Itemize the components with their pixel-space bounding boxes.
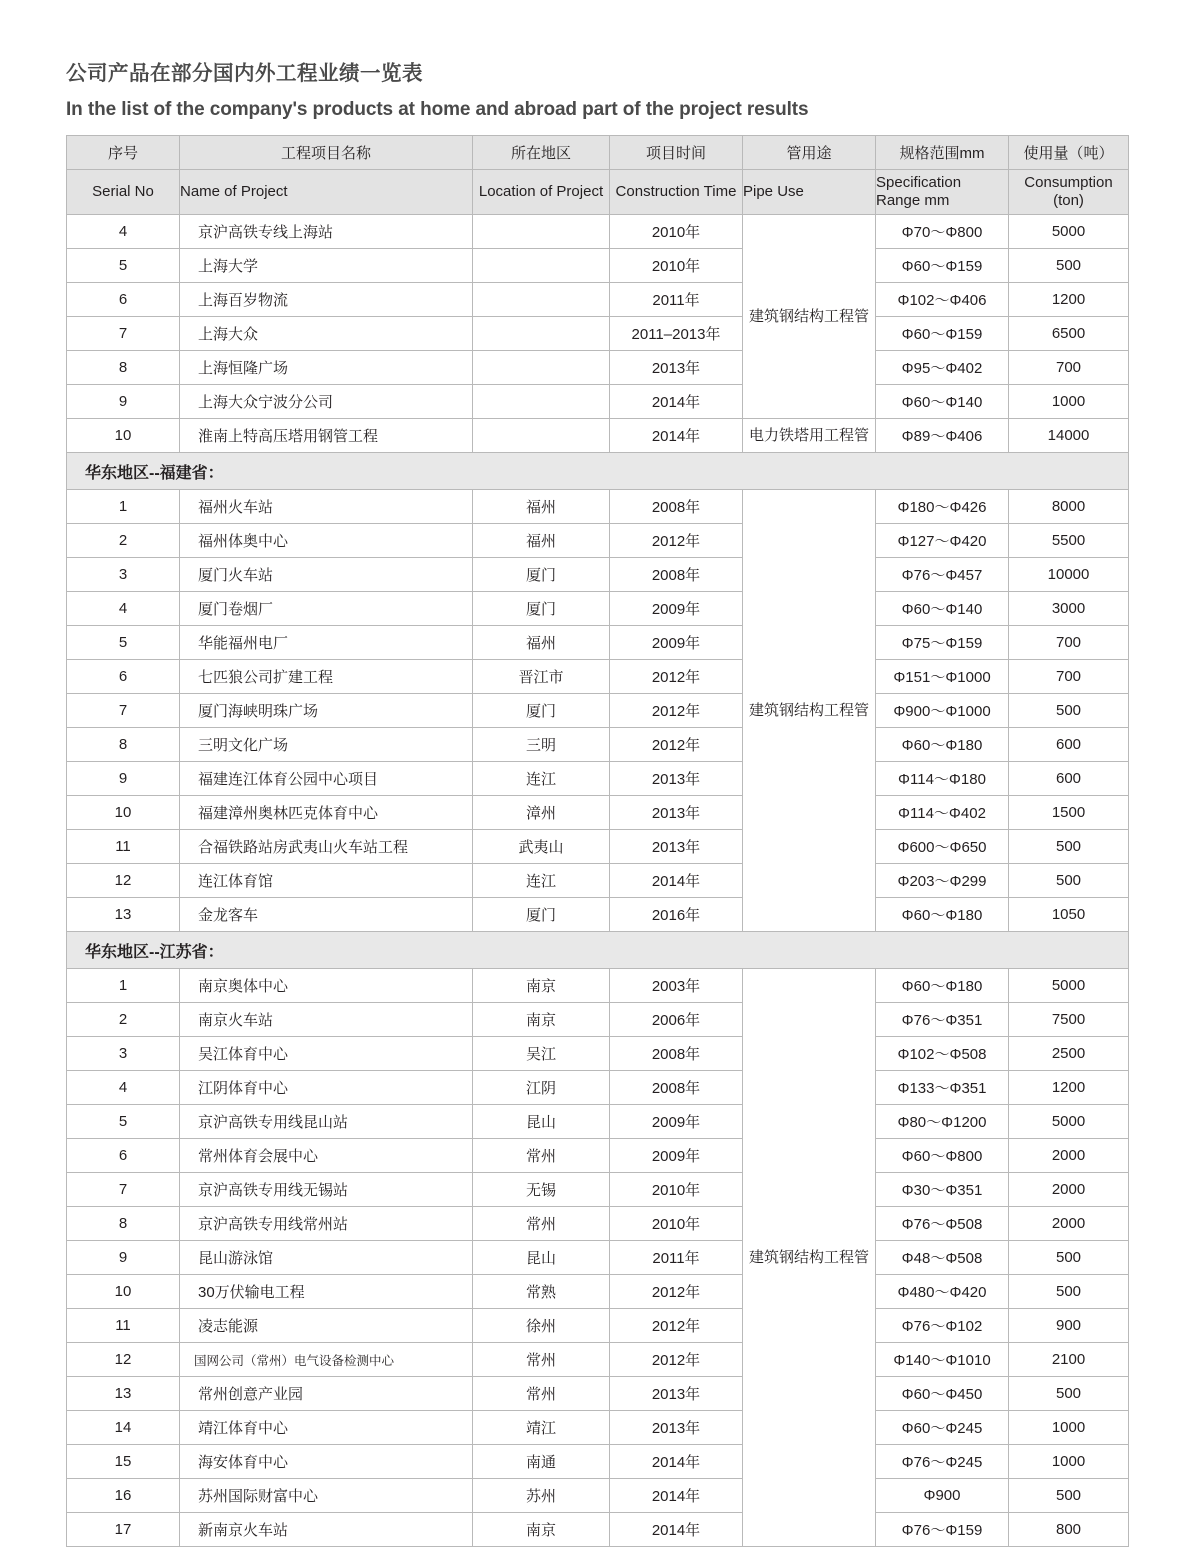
cell-time: 2012年 [610,1275,743,1309]
cell-project-name: 京沪高铁专用线昆山站 [180,1105,473,1139]
cell-time: 2009年 [610,1105,743,1139]
cell-serial-no: 7 [67,317,180,351]
table-row [67,762,1129,796]
cell-spec-range: Φ60～Φ159 [876,317,1009,351]
cell-spec-range: Φ60～Φ245 [876,1411,1009,1445]
cell-project-name: 苏州国际财富中心 [180,1479,473,1513]
table-row [67,796,1129,830]
cell-serial-no: 9 [67,385,180,419]
cell-consumption: 5000 [1009,1105,1129,1139]
cell-location [473,215,610,249]
cell-spec-range: Φ900～Φ1000 [876,694,1009,728]
table-row [67,626,1129,660]
cell-location: 南京 [473,1003,610,1037]
cell-time: 2013年 [610,796,743,830]
table-row [67,1479,1129,1513]
cell-consumption: 6500 [1009,317,1129,351]
cell-consumption: 2000 [1009,1207,1129,1241]
th-project-name-en: Name of Project [180,170,473,215]
cell-location [473,283,610,317]
cell-project-name: 上海百岁物流 [180,283,473,317]
cell-time: 2009年 [610,592,743,626]
cell-serial-no: 11 [67,830,180,864]
th-spec-en: Specification Range mm [876,170,1009,215]
th-time-cn: 项目时间 [610,136,743,170]
cell-consumption: 500 [1009,830,1129,864]
cell-location: 福州 [473,490,610,524]
th-time-en: Construction Time [610,170,743,215]
table-row [67,385,1129,419]
cell-project-name: 淮南上特高压塔用钢管工程 [180,419,473,453]
cell-project-name: 上海大众 [180,317,473,351]
cell-serial-no: 2 [67,524,180,558]
cell-spec-range: Φ70～Φ800 [876,215,1009,249]
page-title-cn: 公司产品在部分国内外工程业绩一览表 [66,62,423,85]
cell-serial-no: 12 [67,1343,180,1377]
cell-spec-range: Φ102～Φ406 [876,283,1009,317]
cell-spec-range: Φ76～Φ102 [876,1309,1009,1343]
cell-time: 2016年 [610,898,743,932]
cell-consumption: 500 [1009,1377,1129,1411]
table-body [67,215,1129,1547]
cell-spec-range: Φ60～Φ180 [876,728,1009,762]
cell-project-name: 合福铁路站房武夷山火车站工程 [180,830,473,864]
cell-project-name: 上海大众宁波分公司 [180,385,473,419]
table-section-row [67,453,1129,490]
cell-serial-no: 5 [67,249,180,283]
cell-spec-range: Φ89～Φ406 [876,419,1009,453]
cell-location: 常州 [473,1139,610,1173]
cell-consumption: 5000 [1009,969,1129,1003]
cell-time: 2014年 [610,1445,743,1479]
cell-location [473,385,610,419]
cell-time: 2013年 [610,1377,743,1411]
cell-serial-no: 14 [67,1411,180,1445]
cell-location: 昆山 [473,1105,610,1139]
table-row [67,215,1129,249]
table-row [67,1173,1129,1207]
cell-spec-range: Φ60～Φ180 [876,969,1009,1003]
cell-project-name: 南京火车站 [180,1003,473,1037]
cell-serial-no: 1 [67,969,180,1003]
cell-project-name: 常州体育会展中心 [180,1139,473,1173]
cell-location: 苏州 [473,1479,610,1513]
cell-location: 江阴 [473,1071,610,1105]
cell-spec-range: Φ480～Φ420 [876,1275,1009,1309]
cell-consumption: 14000 [1009,419,1129,453]
page-title-en: In the list of the company's products at home and abroad part of the project results [66,98,809,120]
cell-time: 2014年 [610,1513,743,1547]
cell-time: 2011年 [610,283,743,317]
cell-consumption: 2100 [1009,1343,1129,1377]
cell-spec-range: Φ151～Φ1000 [876,660,1009,694]
table-row [67,1241,1129,1275]
table-header-row-cn [67,136,1129,170]
cell-project-name: 金龙客车 [180,898,473,932]
cell-spec-range: Φ76～Φ245 [876,1445,1009,1479]
cell-project-name: 三明文化广场 [180,728,473,762]
table-row [67,898,1129,932]
cell-serial-no: 10 [67,796,180,830]
cell-location: 昆山 [473,1241,610,1275]
cell-consumption: 1500 [1009,796,1129,830]
cell-serial-no: 3 [67,558,180,592]
cell-time: 2011–2013年 [610,317,743,351]
cell-spec-range: Φ80～Φ1200 [876,1105,1009,1139]
cell-time: 2011年 [610,1241,743,1275]
table-row [67,969,1129,1003]
cell-time: 2012年 [610,1309,743,1343]
cell-project-name: 福州体奥中心 [180,524,473,558]
cell-consumption: 1000 [1009,385,1129,419]
cell-location [473,249,610,283]
th-location-cn: 所在地区 [473,136,610,170]
cell-project-name: 上海大学 [180,249,473,283]
cell-location [473,351,610,385]
cell-spec-range: Φ600～Φ650 [876,830,1009,864]
cell-spec-range: Φ60～Φ140 [876,385,1009,419]
cell-consumption: 500 [1009,1479,1129,1513]
table-row [67,1105,1129,1139]
cell-serial-no: 10 [67,1275,180,1309]
cell-serial-no: 12 [67,864,180,898]
cell-location [473,317,610,351]
th-project-name-cn: 工程项目名称 [180,136,473,170]
cell-location: 吴江 [473,1037,610,1071]
cell-project-name: 吴江体育中心 [180,1037,473,1071]
cell-serial-no: 5 [67,626,180,660]
table-row [67,1275,1129,1309]
table-row [67,524,1129,558]
cell-location: 厦门 [473,694,610,728]
cell-serial-no: 15 [67,1445,180,1479]
cell-time: 2003年 [610,969,743,1003]
table-row [67,1037,1129,1071]
cell-consumption: 700 [1009,351,1129,385]
table-section-row [67,932,1129,969]
table-row [67,1411,1129,1445]
cell-spec-range: Φ60～Φ180 [876,898,1009,932]
cell-time: 2008年 [610,490,743,524]
cell-consumption: 1200 [1009,283,1129,317]
cell-spec-range: Φ102～Φ508 [876,1037,1009,1071]
th-consumption-en: Consumption (ton) [1009,170,1129,215]
cell-serial-no: 16 [67,1479,180,1513]
cell-consumption: 500 [1009,694,1129,728]
cell-project-name: 30万伏输电工程 [180,1275,473,1309]
cell-spec-range: Φ114～Φ402 [876,796,1009,830]
table-row [67,1003,1129,1037]
table-header-row-en [67,170,1129,215]
cell-consumption: 1200 [1009,1071,1129,1105]
cell-spec-range: Φ95～Φ402 [876,351,1009,385]
table-row [67,660,1129,694]
cell-serial-no: 9 [67,1241,180,1275]
table-row [67,1071,1129,1105]
cell-location: 福州 [473,524,610,558]
cell-spec-range: Φ60～Φ800 [876,1139,1009,1173]
th-location-en: Location of Project [473,170,610,215]
table-row [67,728,1129,762]
cell-location: 晋江市 [473,660,610,694]
cell-serial-no: 10 [67,419,180,453]
cell-location: 无锡 [473,1173,610,1207]
cell-time: 2008年 [610,558,743,592]
cell-location: 厦门 [473,592,610,626]
cell-location: 厦门 [473,898,610,932]
cell-pipe-use: 建筑钢结构工程管 [743,969,876,1547]
cell-serial-no: 4 [67,215,180,249]
cell-consumption: 500 [1009,249,1129,283]
cell-consumption: 900 [1009,1309,1129,1343]
cell-time: 2009年 [610,1139,743,1173]
cell-consumption: 800 [1009,1513,1129,1547]
cell-serial-no: 4 [67,592,180,626]
cell-serial-no: 6 [67,283,180,317]
table-row [67,317,1129,351]
cell-serial-no: 8 [67,728,180,762]
cell-consumption: 3000 [1009,592,1129,626]
cell-pipe-use: 建筑钢结构工程管 [743,215,876,419]
cell-spec-range: Φ76～Φ159 [876,1513,1009,1547]
cell-spec-range: Φ60～Φ140 [876,592,1009,626]
cell-consumption: 1050 [1009,898,1129,932]
cell-project-name: 上海恒隆广场 [180,351,473,385]
cell-consumption: 700 [1009,626,1129,660]
cell-consumption: 700 [1009,660,1129,694]
table-row [67,1377,1129,1411]
cell-time: 2012年 [610,524,743,558]
cell-location: 厦门 [473,558,610,592]
cell-serial-no: 17 [67,1513,180,1547]
cell-location: 漳州 [473,796,610,830]
cell-time: 2013年 [610,762,743,796]
table-row [67,864,1129,898]
cell-serial-no: 7 [67,694,180,728]
cell-consumption: 7500 [1009,1003,1129,1037]
table-row [67,351,1129,385]
cell-location: 连江 [473,762,610,796]
cell-time: 2012年 [610,1343,743,1377]
table-row [67,592,1129,626]
cell-time: 2008年 [610,1037,743,1071]
cell-project-name: 厦门火车站 [180,558,473,592]
cell-project-name: 厦门海峡明珠广场 [180,694,473,728]
cell-time: 2013年 [610,830,743,864]
cell-spec-range: Φ180～Φ426 [876,490,1009,524]
th-consumption-cn: 使用量（吨） [1009,136,1129,170]
cell-serial-no: 11 [67,1309,180,1343]
project-results-table [66,135,1129,1547]
cell-time: 2006年 [610,1003,743,1037]
cell-project-name: 海安体育中心 [180,1445,473,1479]
cell-serial-no: 2 [67,1003,180,1037]
cell-consumption: 500 [1009,864,1129,898]
table-row [67,1343,1129,1377]
table-row [67,1207,1129,1241]
cell-location: 常州 [473,1343,610,1377]
cell-spec-range: Φ30～Φ351 [876,1173,1009,1207]
cell-location: 常州 [473,1377,610,1411]
table-row [67,1513,1129,1547]
cell-spec-range: Φ48～Φ508 [876,1241,1009,1275]
cell-serial-no: 5 [67,1105,180,1139]
section-label: 华东地区--江苏省： [67,932,1129,969]
cell-project-name: 福建连江体育公园中心项目 [180,762,473,796]
cell-consumption: 500 [1009,1241,1129,1275]
cell-pipe-use: 建筑钢结构工程管 [743,490,876,932]
cell-serial-no: 6 [67,660,180,694]
cell-project-name: 连江体育馆 [180,864,473,898]
cell-location: 常熟 [473,1275,610,1309]
cell-location: 武夷山 [473,830,610,864]
cell-serial-no: 13 [67,1377,180,1411]
cell-location [473,419,610,453]
cell-spec-range: Φ60～Φ159 [876,249,1009,283]
cell-serial-no: 13 [67,898,180,932]
cell-project-name: 新南京火车站 [180,1513,473,1547]
cell-consumption: 1000 [1009,1411,1129,1445]
cell-serial-no: 8 [67,1207,180,1241]
cell-location: 南京 [473,969,610,1003]
cell-project-name: 靖江体育中心 [180,1411,473,1445]
cell-serial-no: 6 [67,1139,180,1173]
cell-location: 常州 [473,1207,610,1241]
cell-project-name: 京沪高铁专用线常州站 [180,1207,473,1241]
cell-time: 2012年 [610,660,743,694]
cell-location: 徐州 [473,1309,610,1343]
cell-spec-range: Φ114～Φ180 [876,762,1009,796]
table-row [67,830,1129,864]
th-pipe-use-cn: 管用途 [743,136,876,170]
th-serial-no-cn: 序号 [67,136,180,170]
table-row [67,249,1129,283]
table-row [67,419,1129,453]
table-row [67,558,1129,592]
cell-serial-no: 8 [67,351,180,385]
table-header [67,136,1129,215]
cell-location: 南通 [473,1445,610,1479]
table-row [67,1139,1129,1173]
cell-time: 2014年 [610,864,743,898]
cell-project-name: 华能福州电厂 [180,626,473,660]
cell-time: 2010年 [610,1207,743,1241]
cell-spec-range: Φ140～Φ1010 [876,1343,1009,1377]
cell-time: 2010年 [610,249,743,283]
cell-location: 南京 [473,1513,610,1547]
cell-project-name: 京沪高铁专用线无锡站 [180,1173,473,1207]
cell-serial-no: 1 [67,490,180,524]
cell-location: 连江 [473,864,610,898]
section-label: 华东地区--福建省： [67,453,1129,490]
cell-serial-no: 3 [67,1037,180,1071]
cell-spec-range: Φ60～Φ450 [876,1377,1009,1411]
th-pipe-use-en: Pipe Use [743,170,876,215]
cell-spec-range: Φ75～Φ159 [876,626,1009,660]
th-serial-no-en: Serial No [67,170,180,215]
cell-spec-range: Φ203～Φ299 [876,864,1009,898]
cell-consumption: 600 [1009,728,1129,762]
table-row [67,1309,1129,1343]
cell-location: 靖江 [473,1411,610,1445]
table-row [67,694,1129,728]
cell-time: 2008年 [610,1071,743,1105]
cell-project-name: 国网公司（常州）电气设备检测中心 [180,1343,473,1377]
cell-project-name: 凌志能源 [180,1309,473,1343]
cell-location: 三明 [473,728,610,762]
cell-time: 2014年 [610,385,743,419]
cell-project-name: 昆山游泳馆 [180,1241,473,1275]
table-row [67,1445,1129,1479]
cell-project-name: 福建漳州奥林匹克体育中心 [180,796,473,830]
cell-project-name: 厦门卷烟厂 [180,592,473,626]
th-spec-cn: 规格范围mm [876,136,1009,170]
cell-serial-no: 9 [67,762,180,796]
cell-consumption: 2000 [1009,1173,1129,1207]
cell-project-name: 七匹狼公司扩建工程 [180,660,473,694]
cell-time: 2010年 [610,215,743,249]
cell-time: 2012年 [610,694,743,728]
cell-consumption: 8000 [1009,490,1129,524]
cell-consumption: 2500 [1009,1037,1129,1071]
cell-project-name: 福州火车站 [180,490,473,524]
cell-consumption: 600 [1009,762,1129,796]
cell-time: 2009年 [610,626,743,660]
cell-pipe-use: 电力铁塔用工程管 [743,419,876,453]
cell-spec-range: Φ127～Φ420 [876,524,1009,558]
table-row [67,283,1129,317]
table-row [67,490,1129,524]
cell-time: 2013年 [610,351,743,385]
cell-consumption: 5500 [1009,524,1129,558]
cell-serial-no: 7 [67,1173,180,1207]
cell-location: 福州 [473,626,610,660]
cell-spec-range: Φ76～Φ508 [876,1207,1009,1241]
cell-project-name: 京沪高铁专线上海站 [180,215,473,249]
cell-project-name: 常州创意产业园 [180,1377,473,1411]
cell-project-name: 南京奥体中心 [180,969,473,1003]
cell-time: 2012年 [610,728,743,762]
cell-time: 2014年 [610,419,743,453]
cell-serial-no: 4 [67,1071,180,1105]
cell-spec-range: Φ76～Φ457 [876,558,1009,592]
cell-time: 2010年 [610,1173,743,1207]
cell-time: 2013年 [610,1411,743,1445]
cell-project-name: 江阴体育中心 [180,1071,473,1105]
cell-spec-range: Φ76～Φ351 [876,1003,1009,1037]
cell-spec-range: Φ900 [876,1479,1009,1513]
cell-consumption: 500 [1009,1275,1129,1309]
cell-consumption: 1000 [1009,1445,1129,1479]
cell-consumption: 10000 [1009,558,1129,592]
cell-time: 2014年 [610,1479,743,1513]
cell-consumption: 5000 [1009,215,1129,249]
cell-consumption: 2000 [1009,1139,1129,1173]
cell-spec-range: Φ133～Φ351 [876,1071,1009,1105]
